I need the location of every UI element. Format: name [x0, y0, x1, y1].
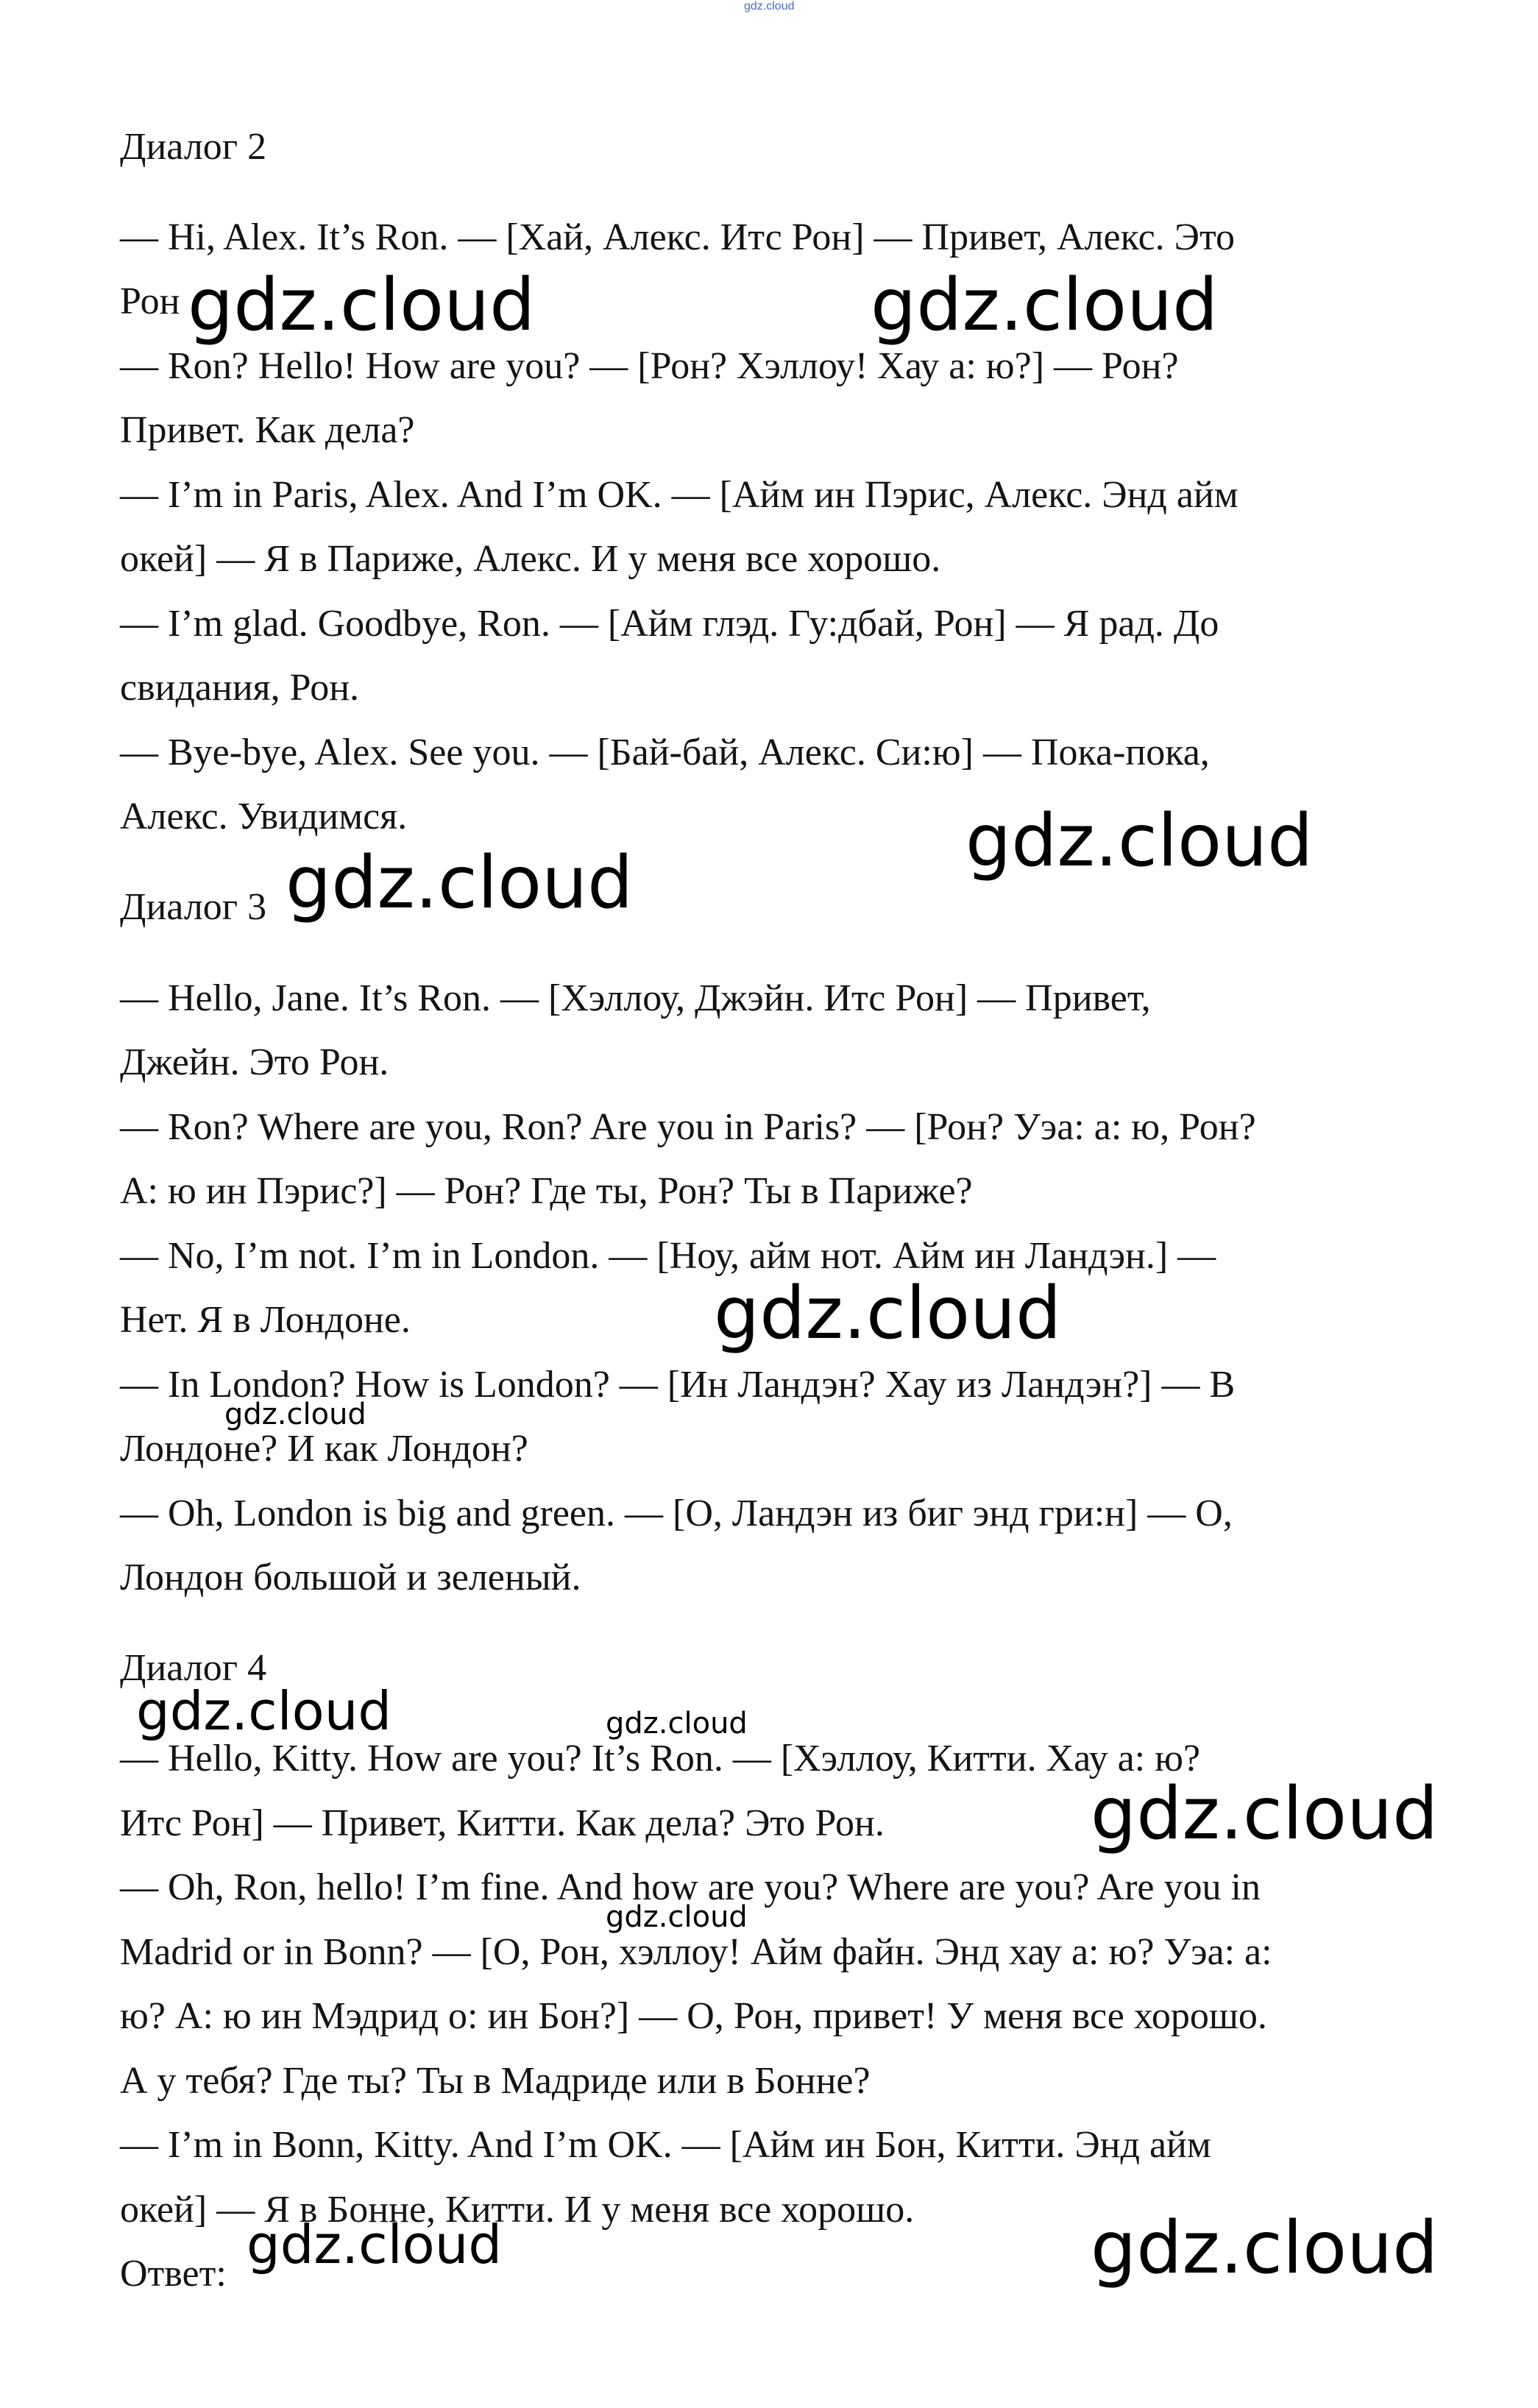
dialog4-line: А у тебя? Где ты? Ты в Мадриде или в Бонне?: [120, 2060, 871, 2102]
dialog2-line: окей] — Я в Париже, Алекс. И у меня все хорошо.: [120, 538, 941, 580]
dialog3-line: — Oh, London is big and green. — [О, Ландэн из биг энд гри:н] — О,: [120, 1492, 1233, 1534]
dialog3-line: Лондоне? И как Лондон?: [120, 1428, 528, 1470]
dialog2-line: — Bye-bye, Alex. See you. — [Бай-бай, Алекс. Си:ю] — Пока-пока,: [120, 732, 1210, 773]
dialog3-line: А: ю ин Пэрис?] — Рон? Где ты, Рон? Ты в Париже?: [120, 1170, 973, 1212]
dialog4-line: ю? А: ю ин Мэдрид о: ин Бон?] — О, Рон, привет! У меня все хорошо.: [120, 1995, 1267, 2037]
watermark: gdz.cloud: [606, 1900, 748, 1934]
dialog4-line: Итс Рон] — Привет, Китти. Как дела? Это Рон.: [120, 1802, 885, 1844]
dialog3-line: Джейн. Это Рон.: [120, 1041, 389, 1083]
dialog3-line: Лондон большой и зеленый.: [120, 1557, 581, 1598]
watermark: gdz.cloud: [136, 1680, 392, 1742]
watermark: gdz.cloud: [188, 263, 536, 347]
dialog2-line: — I’m glad. Goodbye, Ron. — [Айм глэд. Гу:дбай, Рон] — Я рад. До: [120, 603, 1219, 645]
watermark: gdz.cloud: [1091, 2206, 1439, 2290]
watermark: gdz.cloud: [224, 1398, 366, 1431]
dialog4-line: — I’m in Bonn, Kitty. And I’m OK. — [Айм ин Бон, Китти. Энд айм: [120, 2124, 1211, 2166]
watermark: gdz.cloud: [1091, 1772, 1439, 1856]
dialog2-heading: Диалог 2: [120, 126, 267, 168]
dialog4-heading: Диалог 4: [120, 1647, 267, 1689]
dialog2-line: свидания, Рон.: [120, 667, 360, 709]
watermark: gdz.cloud: [965, 799, 1314, 883]
dialog4-line: — Hello, Kitty. How are you? It’s Ron. — [Хэллоу, Китти. Хау а: ю?: [120, 1738, 1201, 1780]
dialog2-line: Рон: [120, 280, 180, 322]
dialog3-line: Нет. Я в Лондоне.: [120, 1299, 411, 1341]
watermark: gdz.cloud: [871, 263, 1219, 347]
top-watermark: gdz.cloud: [744, 0, 795, 13]
dialog3-line: — Ron? Where are you, Ron? Are you in Paris? — [Рон? Уэа: а: ю, Рон?: [120, 1106, 1256, 1148]
dialog2-line: — I’m in Paris, Alex. And I’m OK. — [Айм ин Пэрис, Алекс. Энд айм: [120, 474, 1238, 516]
dialog2-line: Алекс. Увидимся.: [120, 796, 408, 838]
watermark: gdz.cloud: [714, 1272, 1062, 1356]
dialog3-line: — No, I’m not. I’m in London. — [Ноу, айм нот. Айм ин Ландэн.] —: [120, 1235, 1216, 1277]
dialog3-line: — Hello, Jane. It’s Ron. — [Хэллоу, Джэйн. Итс Рон] — Привет,: [120, 977, 1151, 1019]
dialog4-line: окей] — Я в Бонне, Китти. И у меня все хорошо.: [120, 2189, 915, 2231]
dialog2-line: — Ron? Hello! How are you? — [Рон? Хэллоу! Хау а: ю?] — Рон?: [120, 345, 1179, 387]
watermark: gdz.cloud: [247, 2214, 503, 2276]
watermark: gdz.cloud: [286, 841, 634, 925]
dialog4-line: Madrid or in Bonn? — [О, Рон, хэллоу! Айм файн. Энд хау а: ю? Уэа: а:: [120, 1931, 1272, 1973]
dialog3-line: — In London? How is London? — [Ин Ландэн? Хау из Ландэн?] — В: [120, 1364, 1236, 1406]
dialog2-line: — Hi, Alex. It’s Ron. — [Хай, Алекс. Итс Рон] — Привет, Алекс. Это: [120, 216, 1236, 258]
dialog3-heading: Диалог 3: [120, 886, 267, 928]
answer-label: Ответ:: [120, 2253, 227, 2295]
dialog4-line: — Oh, Ron, hello! I’m fine. And how are you? Where are you? Are you in: [120, 1866, 1261, 1908]
dialog2-line: Привет. Как дела?: [120, 409, 415, 451]
watermark: gdz.cloud: [606, 1707, 748, 1741]
